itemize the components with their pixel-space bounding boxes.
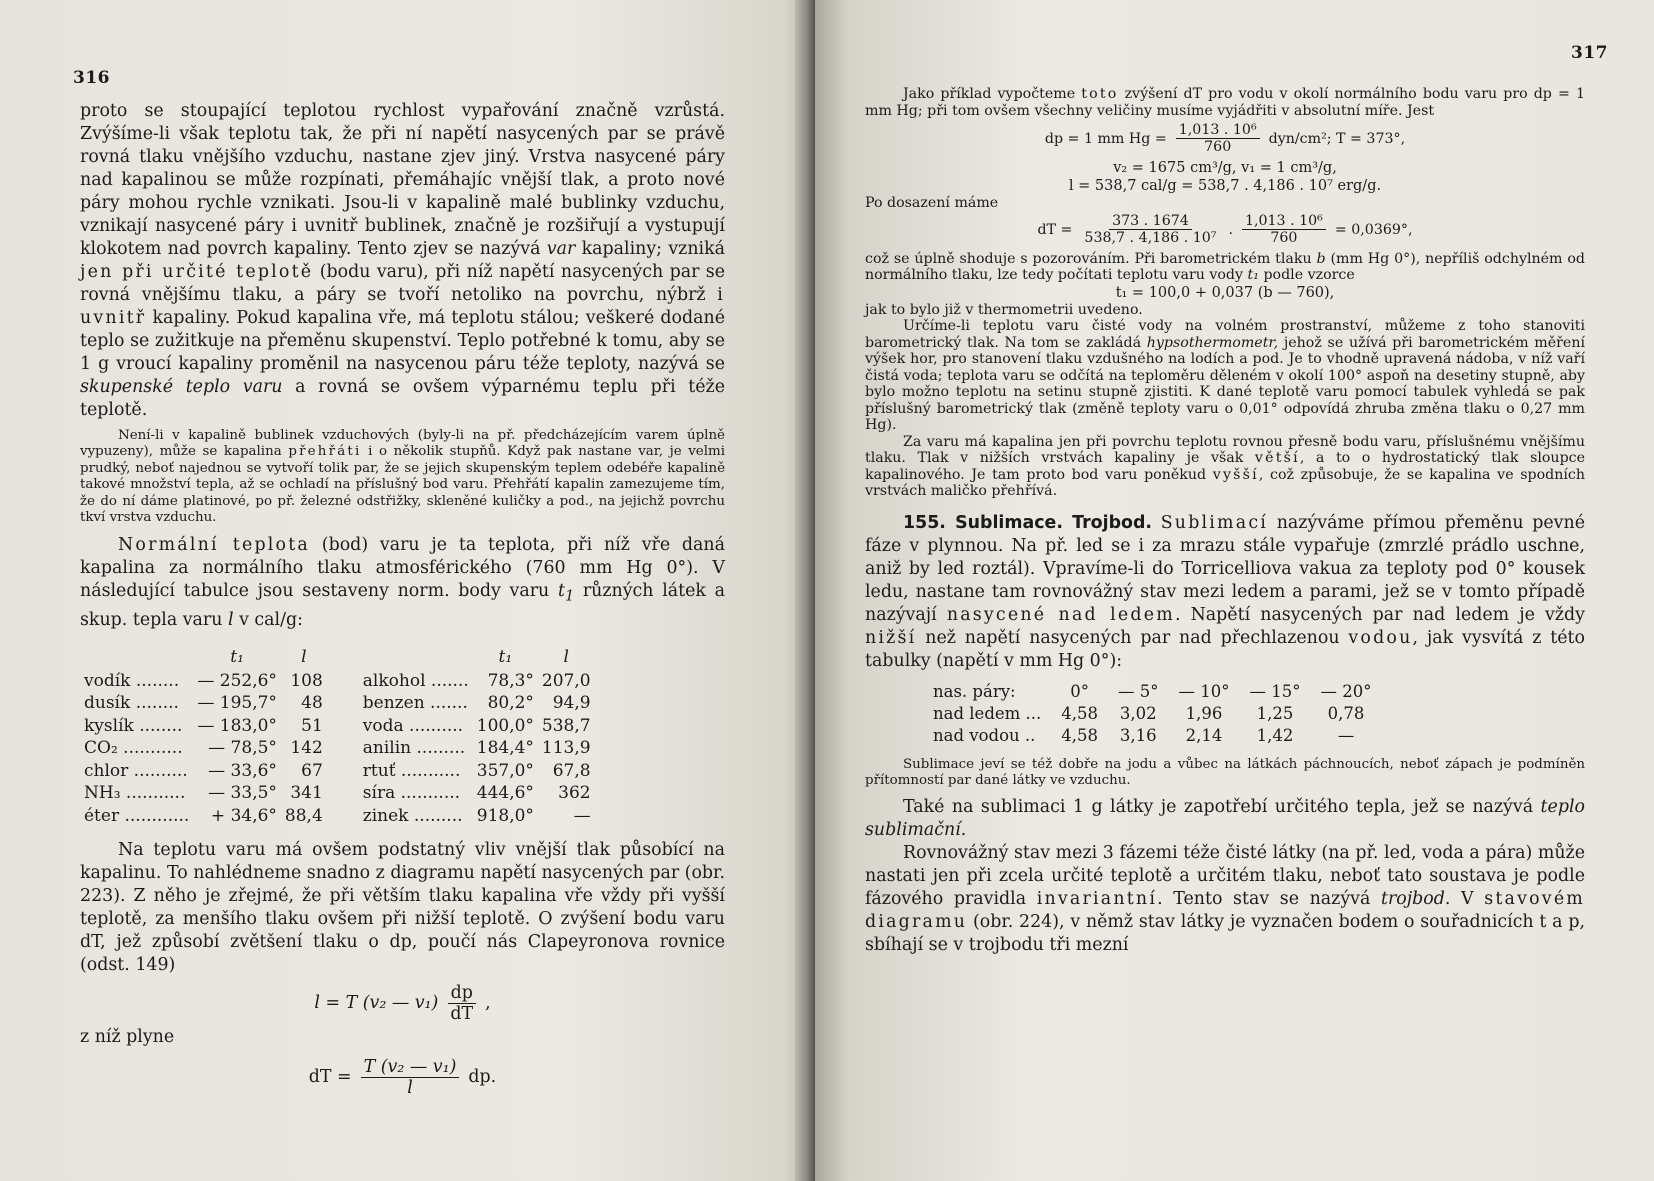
table-row: CO₂ ........... — 78,5° 142 anilin ......... 184,4° 113,9 xyxy=(84,738,591,759)
table-row: chlor .......... — 33,6° 67 rtuť ........... 357,0° 67,8 xyxy=(84,760,591,781)
column-header: t₁ xyxy=(498,646,513,667)
paragraph: Jako příklad vypočteme toto zvýšení dT pro vodu v okolí normálního bodu varu pro dp = 1 mm Hg; při tom ovšem všechny veličiny musíme vyjádřiti v absolutní míře. Jest xyxy=(865,86,1585,119)
equation-result: dT = $\frac{373 . 1674}{\text{538,7 . 4,186 . 10⁷}}$ . $\frac{\text{1,013 . 10⁶}}{760}$ = 0,0369°, xyxy=(1037,213,1413,247)
left-text-column xyxy=(80,100,725,1098)
table-row: éter ............ + 34,6° 88,4 zinek ......... 918,0° — xyxy=(84,805,591,826)
paragraph: 155. Sublimace. Trojbod. Sublimací nazýváme přímou přeměnu pevné fáze v plynnou. Na př. led se i za mrazu stále vypařuje (zmrzlé prádlo uschne, aniž by led roztál). Vpravíme-li do Torricelliova vakua za teploty pod 0° kousek ledu, nastane tam rovnovážný stav mezi ledem a parami, jež se v tomto případě nazývají nasycené nad ledem. Napětí nasycených par nad ledem je vždy nižší než napětí nasycených par nad přechlazenou vodou, jak vysvítá z této tabulky (napětí v mm Hg 0°): xyxy=(865,512,1585,671)
paragraph: Rovnovážný stav mezi 3 fázemi téže čisté látky (na př. led, voda a pára) může nastati jen při zcela určité teplotě a určitém tlaku, neboť tato soustava je podle fázového pravidla invariantní. Tento stav se nazývá trojbod. V stavovém diagramu (obr. 224), v němž stav látky je vyznačen bodem o souřadnicích t a p, sbíhají se v trojbodu tři mezní xyxy=(865,842,1586,955)
paragraph: proto se stoupající teplotou rychlost vypařování značně vzrůstá. Zvýšíme-li však teplotu tak, že při ní napětí nasycených par se právě rovná tlaku vnějšího vzduchu, nastane zjev jiný. Vrstva nasycené páry nad kapalinou se může rozpínati, přemáhajíc vnější tlak, a proto nové páry mohou rychle vznikati. Jsou-li v kapalině malé bublinky vzduchu, vznikají nasycené páry i uvnitř bublinek, značně je rozšiřují a vystupují klokotem nad povrch kapaliny. Tento zjev se nazývá var kapaliny; vzniká jen při určité teplotě (bodu varu), při níž napětí nasycených par se rovná vnějšímu tlaku, a páry se tvoří netoliko na povrchu, nýbrž i uvnitř kapaliny. Pokud kapalina vře, má teplotu stálou; veškeré dodané teplo se zužitkuje na přeměnu skupenství. Teplo potřebné k tomu, aby se 1 g vroucí kapaliny proměnil na nasycenou páru téže teploty, nazývá se skupenské teplo varu a rovná se ovšem výparnému teplu při téže teplotě. xyxy=(80,101,726,420)
paragraph: což se úplně shoduje s pozorováním. Při barometrickém tlaku b (mm Hg 0°), nepříliš odchylném od normálního tlaku, lze tedy počítati teplotu varu vody t₁ podle vzorce xyxy=(865,250,1585,284)
page-number: 317 xyxy=(1571,43,1608,63)
paragraph: Také na sublimaci 1 g látky je zapotřebí určitého tepla, jež se nazývá teplo sublimační. xyxy=(865,796,1585,840)
equation-dp: dp = 1 mm Hg = $\frac{\text{1,013 . 10⁶}}{760}$ dyn/cm²; T = 373°, xyxy=(1044,122,1406,156)
table-row: vodík ........ — 252,6° 108 alkohol ....... 78,3° 207,0 xyxy=(84,670,591,691)
boiling-point-table xyxy=(80,644,595,828)
paragraph: Na teplotu varu má ovšem podstatný vliv vnější tlak působící na kapalinu. To nahlédneme snadno z diagramu napětí nasycených par (obr. 223). Z něho je zřejmé, že při větším tlaku kapalina vře vždy při vyšší teplotě, za menšího tlaku ovšem při nižší teplotě. O zvýšení bodu varu dT, jež způsobí zvětšení tlaku o dp, poučí nás Clapeyronova rovnice (odst. 149) xyxy=(80,840,725,976)
text-line: Po dosazení máme xyxy=(865,194,999,211)
table-row: nad ledem ... 4,58 3,02 1,96 1,25 0,78 xyxy=(933,703,1365,723)
column-header: l xyxy=(563,646,569,667)
table-row: nad vodou .. 4,58 3,16 2,14 1,42 — xyxy=(933,725,1355,745)
small-paragraph: Není-li v kapalině bublinek vzduchových (byly-li na př. předcházejícím varem úplně vypuzeny), může se kapalina přehřáti i o několik stupňů. Když pak nastane var, je velmi prudký, neboť najednou se vytvoří tolik par, že se jejich skupenským teplem odebéře kapalině takové množství tepla, až se ochladí na příslušný bod varu. Přehřátí kapalin zamezujeme tím, že do ní dáme platinové, po př. železné odstřižky, skleněné kuličky a pod., na jejichž povrchu tkví vrstva vzduchu. xyxy=(80,428,725,526)
left-page xyxy=(0,0,815,1181)
vapor-pressure-table xyxy=(933,681,1382,747)
equation-dT: dT = $\frac{\text{T (v₂ — v₁)}}{l}$ dp. xyxy=(308,1057,497,1099)
section-heading: 155. Sublimace. Trojbod. xyxy=(903,512,1153,533)
equation-clapeyron: l = T (v₂ — v₁) $\frac{dp}{dT}$ , xyxy=(314,983,491,1025)
right-page xyxy=(815,0,1654,1181)
right-text-column xyxy=(865,86,1585,957)
table-row: nas. páry: 0° — 5° — 10° — 15° — 20° xyxy=(933,681,1372,701)
paragraph: Určíme-li teplotu varu čisté vody na volném prostranství, můžeme z toho stanoviti barometrický tlak. Na tom se zakládá hypsothermometr, jehož se užívá při barometrickém měření výšek hor, pro stanovení tlaku vzdušného na lodích a pod. Je to vhodně upravená nádoba, v níž vaří čistá voda; teplota varu se odčítá na teploměru děleném v okolí 100° aspoň na desetiny stupně, aby bylo možno teplotu na setinu stupně zjistiti. K dané teplotě varu pomocí tabulek vyhledá se pak příslušný barometrický tlak (změně teploty varu o 0,01° odpovídá zhruba změna tlaku o 0,27 mm Hg). xyxy=(865,318,1585,434)
equation-latent-heat: l = 538,7 cal/g = 538,7 . 4,186 . 10⁷ erg/g. xyxy=(1068,177,1382,194)
table-row: dusík ........ — 195,7° 48 benzen ....... 80,2° 94,9 xyxy=(84,693,591,714)
equation-volumes: v₂ = 1675 cm³/g, v₁ = 1 cm³/g, xyxy=(1113,159,1337,176)
text-line: jak to bylo již v thermometrii uvedeno. xyxy=(865,301,1143,318)
table-header-row xyxy=(80,644,595,670)
paragraph: Normální teplota (bod) varu je ta teplota, při níž vře daná kapalina za normálního tlaku atmosférického (760 mm Hg 0°). V následující tabulce jsou sestaveny norm. body varu $t_1$ různých látek a skup. tepla varu l v cal/g: xyxy=(80,535,725,630)
text-line: z níž plyne xyxy=(80,1027,175,1048)
small-paragraph: Sublimace jeví se též dobře na jodu a vůbec na látkách páchnoucích, neboť zápach je podmíněn přítomností par dané látky ve vzduchu. xyxy=(865,756,1585,789)
book-gutter xyxy=(795,0,815,1181)
page-number: 316 xyxy=(73,68,110,88)
table-row: kyslík ........ — 183,0° 51 voda .......... 100,0° 538,7 xyxy=(84,715,591,736)
paragraph: Za varu má kapalina jen při povrchu teplotu rovnou přesně bodu varu, příslušnému vnějšímu tlaku. Tlak v nižších vrstvách kapaliny je však větší, a to o hydrostatický tlak sloupce kapalinového. Je tam proto bod varu poněkud vyšší, což způsobuje, že se kapalina ve spodních vrstvách maličko přehřívá. xyxy=(865,433,1585,500)
column-header: l xyxy=(301,646,307,667)
table-row: NH₃ ........... — 33,5° 341 síra ........... 444,6° 362 xyxy=(84,783,591,804)
column-header: t₁ xyxy=(230,646,244,667)
equation-boiling: t₁ = 100,0 + 0,037 (b — 760), xyxy=(1115,284,1335,301)
